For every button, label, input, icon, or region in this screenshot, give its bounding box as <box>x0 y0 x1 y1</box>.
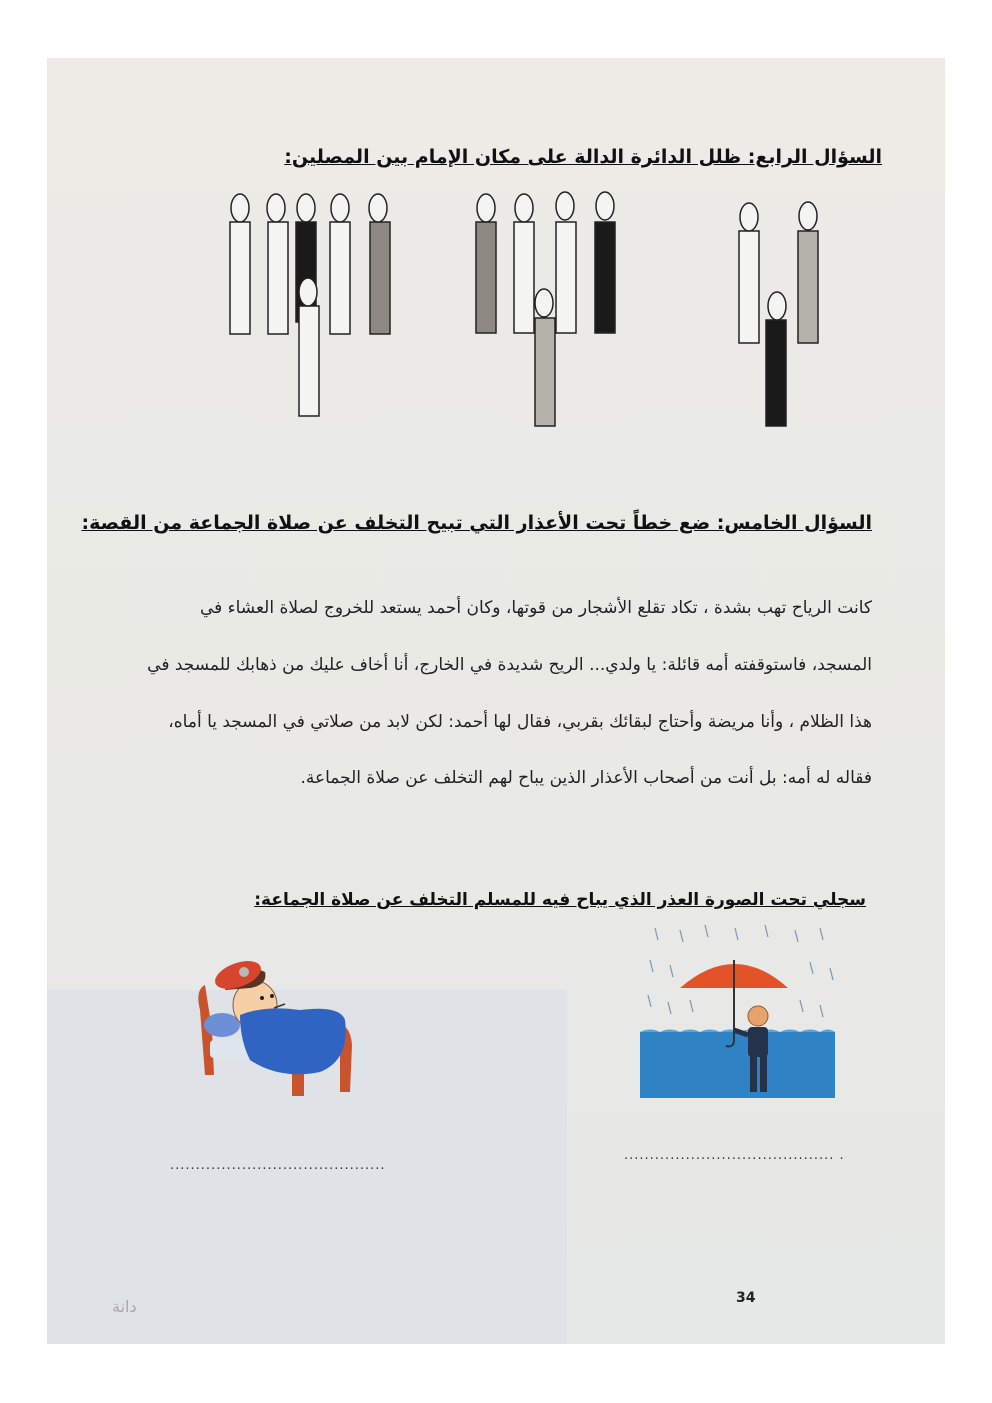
story-line: المسجد، فاستوقفته أمه قائلة: يا ولدي... الريح شديدة في الخارج، أنا أخاف عليك من ذهابك للمسجد في <box>147 655 872 675</box>
answer-line-right[interactable]: ......................................... . <box>624 1148 845 1163</box>
answer-line-left[interactable]: .......................................... <box>170 1158 386 1173</box>
story-line: هذا الظلام ، وأنا مريضة وأحتاج لبقائك بقربي، فقال لها أحمد: لكن لابد من صلاتي في المسجد يا أماه، <box>168 712 872 732</box>
question6-title: سجلي تحت الصورة العذر الذي يباح فيه للمسلم التخلف عن صلاة الجماعة: <box>254 890 866 910</box>
question5-title: السؤال الخامس: ضع خطاً تحت الأعذار التي تبيح التخلف عن صلاة الجماعة من القصة: <box>81 512 872 534</box>
question4-title: السؤال الرابع: ظلل الدائرة الدالة على مكان الإمام بين المصلين: <box>284 146 882 168</box>
page-number: 34 <box>736 1290 756 1306</box>
story-line: فقاله له أمه: بل أنت من أصحاب الأعذار الذين يباح لهم التخلف عن صلاة الجماعة. <box>300 768 872 788</box>
watermark: دانة <box>112 1297 137 1316</box>
story-line: كانت الرياح تهب بشدة ، تكاد تقلع الأشجار من قوتها، وكان أحمد يستعد للخروج لصلاة العشاء في <box>199 598 872 618</box>
water <box>640 1032 835 1098</box>
